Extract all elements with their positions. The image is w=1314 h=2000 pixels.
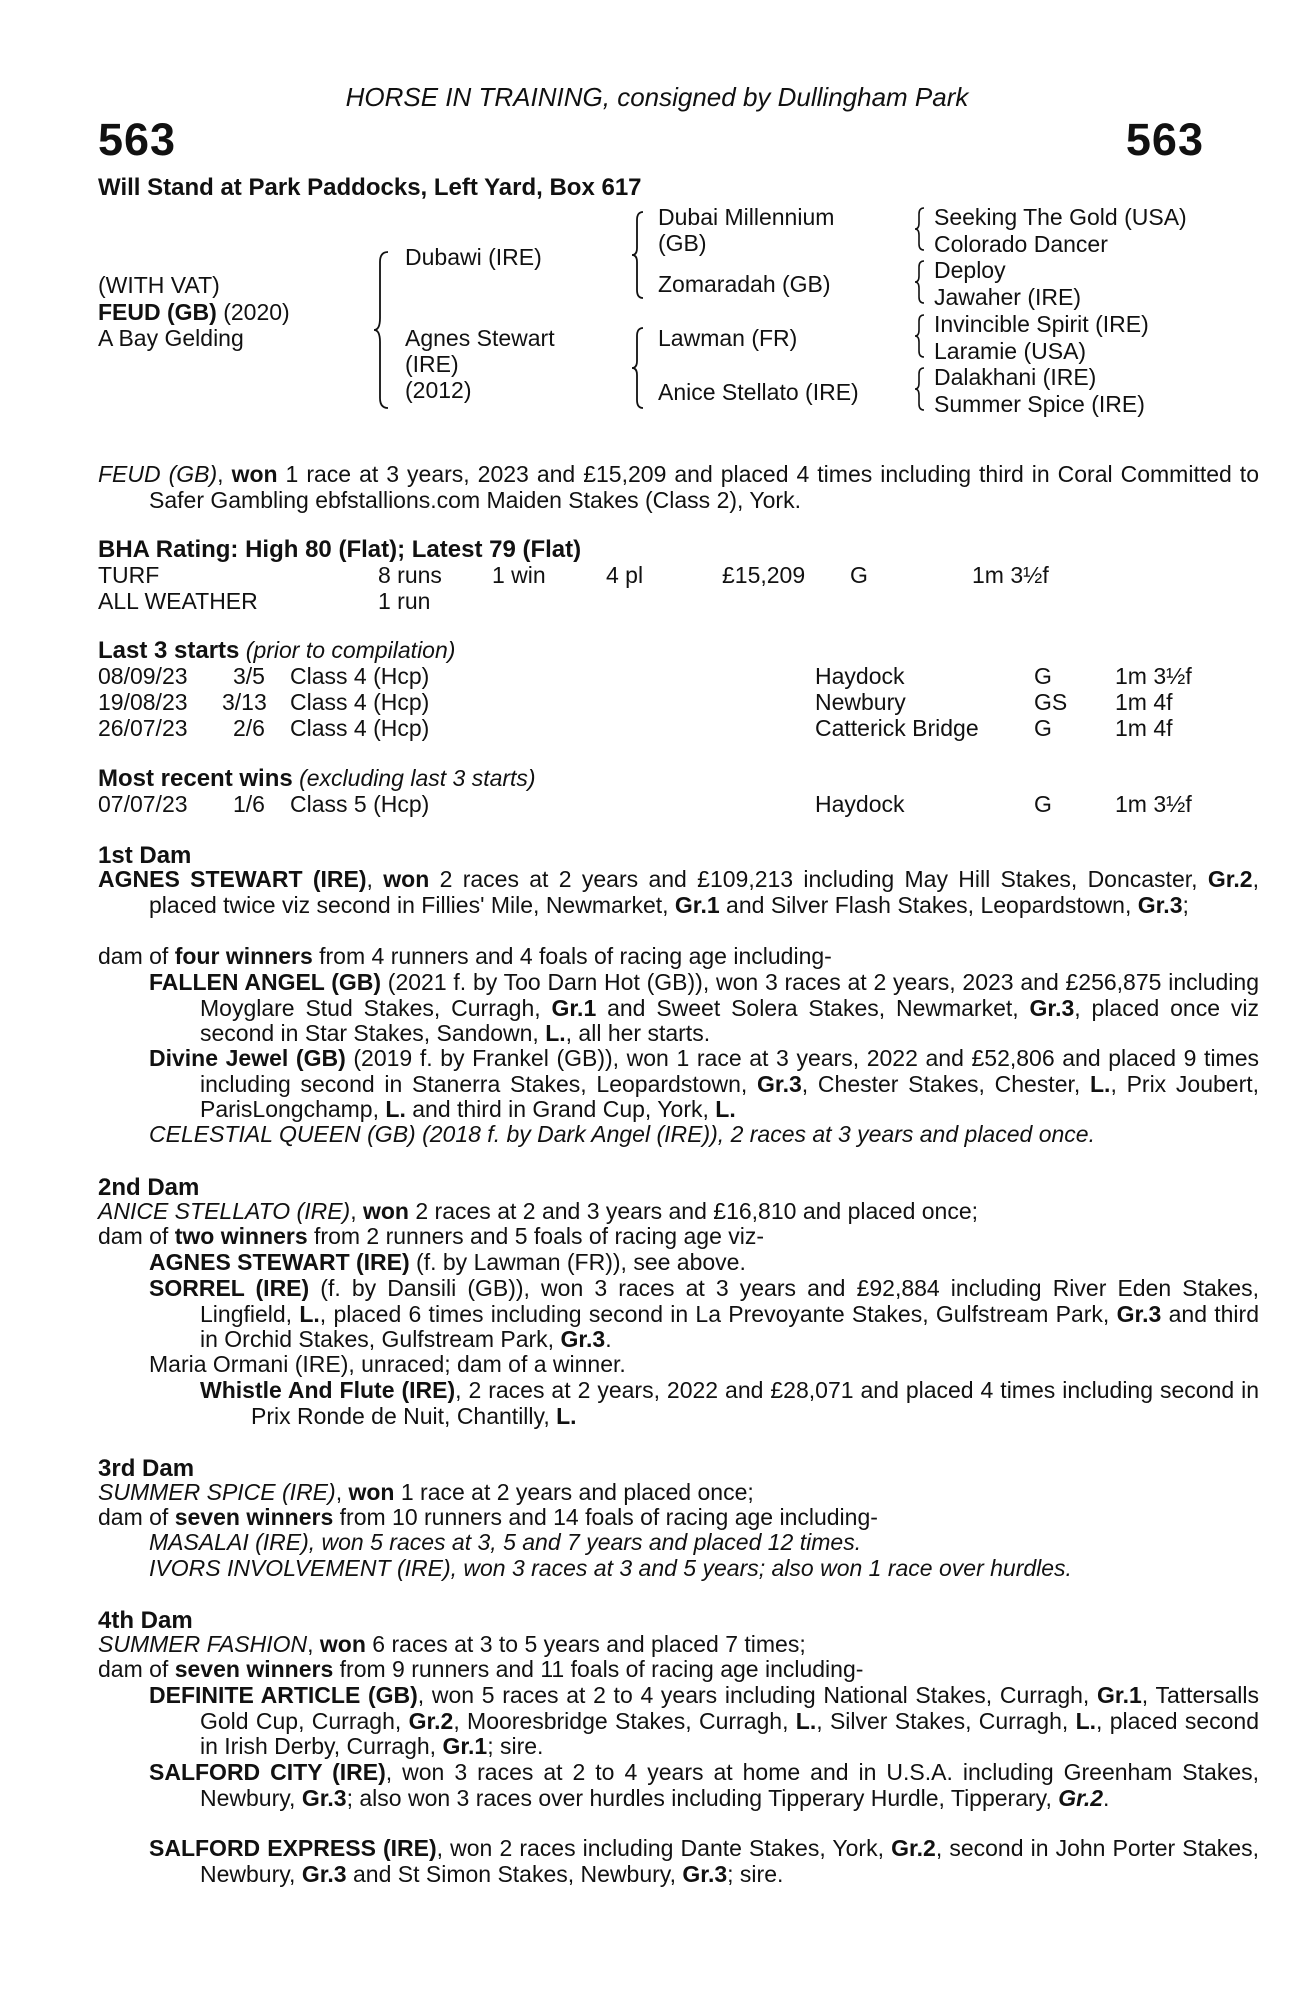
position: 3/13 [222, 689, 267, 715]
horse-year: (2020) [216, 299, 290, 325]
text: from 2 runners and 5 foals of racing age viz- [307, 1223, 765, 1249]
race-class: Class 4 (Hcp) [290, 715, 430, 741]
recent-heading: Most recent wins [98, 765, 293, 792]
gen3-brace-2 [913, 259, 927, 305]
text: ; also won 3 races over hurdles including Tipperary Hurdle, Tipperary, [346, 1784, 1059, 1811]
dam3-heading: 3rd Dam [98, 1455, 195, 1482]
position: 3/5 [233, 663, 265, 689]
dam2-produce-summary [98, 1224, 1208, 1250]
dam2-progeny-2 [149, 1276, 1259, 1353]
date: 19/08/23 [98, 689, 188, 715]
grade: Gr.2 [1058, 1784, 1104, 1811]
won-label: won [231, 461, 278, 487]
text: dam of [98, 1223, 175, 1249]
grade: Gr.3 [1029, 994, 1075, 1021]
grade: Gr.3 [1137, 891, 1183, 918]
date: 26/07/23 [98, 715, 188, 741]
position: 2/6 [233, 715, 265, 741]
text: , all her starts. [565, 1020, 711, 1046]
grade: L. [299, 1300, 320, 1327]
dam2-heading: 2nd Dam [98, 1174, 200, 1201]
won-label: won [319, 1631, 366, 1657]
text: (f. by Dansili (GB)), won 3 races at 3 years and £92,884 including River Eden Stakes, Lingfield, [200, 1275, 1259, 1327]
dam2-name: ANICE STELLATO (IRE) [98, 1198, 351, 1224]
course: Haydock [815, 663, 905, 689]
dam1-progeny-2 [149, 1046, 1259, 1123]
text: and third in Orchid Stakes, Gulfstream Park, [200, 1300, 1259, 1352]
dam1-progeny-1 [149, 970, 1259, 1047]
prize: £15,209 [722, 562, 806, 588]
text: . [1103, 1784, 1110, 1811]
distance: 1m 3½f [1115, 791, 1192, 817]
dam4-produce-summary [98, 1657, 1208, 1683]
grade: Gr.3 [560, 1326, 606, 1352]
text: , second in John Porter Stakes, Newbury, [200, 1835, 1259, 1887]
sire-name: Dubawi (IRE) [405, 244, 542, 270]
grade: Gr.3 [301, 1860, 347, 1887]
progeny-name: Divine Jewel (GB) [149, 1045, 346, 1071]
dam-dam: Anice Stellato (IRE) [658, 379, 859, 405]
winners-count: seven winners [174, 1504, 334, 1530]
rating-row-aw [98, 588, 1208, 614]
dam1-produce-summary [98, 944, 1208, 970]
distance: 1m 3½f [972, 562, 1049, 588]
course: Catterick Bridge [815, 715, 979, 741]
grade: Gr.1 [1097, 1682, 1142, 1708]
dam4-name: SUMMER FASHION [98, 1631, 308, 1657]
start-row [98, 689, 1208, 715]
text: , Tattersalls Gold Cup, Curragh, [200, 1682, 1259, 1734]
dam1-heading: 1st Dam [98, 842, 192, 869]
text: ; [1182, 891, 1189, 918]
text: and St Simon Stakes, Newbury, [346, 1860, 683, 1887]
win-row [98, 791, 1208, 817]
places: 4 pl [606, 562, 644, 588]
winners-count: two winners [174, 1223, 308, 1249]
gen3-brace-1 [913, 206, 927, 252]
distance: 1m 4f [1115, 689, 1173, 715]
race-summary: FEUD (GB), won 1 race at 3 years, 2023 and £15,209 and placed 4 times including third in Coral Committed to Safer Gambling ebfstallions.com Maiden Stakes (Class 2), York. [98, 461, 1259, 513]
lot-number-right: 563 [1125, 114, 1204, 165]
text: , won 2 races including Dante Stakes, York, [436, 1835, 892, 1861]
going: G [1034, 715, 1052, 741]
text: 1 race at 2 years and placed once; [394, 1479, 754, 1505]
text: , placed once viz second in Star Stakes, Sandown, [200, 994, 1259, 1046]
text: , won 3 races at 2 to 4 years at home and in U.S.A. including Greenham Stakes, Newbury, [200, 1759, 1259, 1811]
text: from 9 runners and 11 foals of racing age including- [333, 1656, 864, 1682]
grade: Gr.1 [442, 1733, 488, 1759]
horse-description: A Bay Gelding [98, 325, 244, 351]
text: and Silver Flash Stakes, Leopardstown, [719, 891, 1138, 918]
grade: L. [545, 1020, 566, 1046]
text: ; sire. [727, 1860, 784, 1887]
horse-name: FEUD (GB) [98, 299, 217, 325]
grade: L. [1090, 1070, 1111, 1097]
horse-name-line [98, 299, 290, 325]
text: and Sweet Solera Stakes, Newmarket, [596, 994, 1030, 1021]
grade: L. [795, 1707, 817, 1734]
dam4-progeny-3 [149, 1836, 1259, 1887]
text: , Silver Stakes, Curragh, [816, 1707, 1076, 1734]
dam-line-brace [630, 326, 646, 410]
text: (2019 f. by Frankel (GB)), won 1 race at 3 years, 2022 and £52,806 and placed 9 times including second in Stanerra Stakes, Leopardstown, [200, 1045, 1259, 1097]
text: , placed 6 times including second in La Prevoyante Stakes, Gulfstream Park, [319, 1300, 1117, 1327]
start-row [98, 663, 1208, 689]
progeny-name: Whistle And Flute (IRE) [200, 1377, 456, 1403]
date: 07/07/23 [98, 791, 188, 817]
runs: 8 runs [378, 562, 442, 588]
wins: 1 win [492, 562, 546, 588]
summary-horse-name: FEUD (GB) [98, 461, 218, 487]
text: , Chester Stakes, Chester, [801, 1070, 1090, 1097]
won-label: won [362, 1198, 409, 1224]
won-label: won [383, 866, 430, 892]
bha-rating-heading: BHA Rating: High 80 (Flat); Latest 79 (Flat) [98, 536, 582, 563]
vat-note: (WITH VAT) [98, 272, 220, 298]
consignor-title: HORSE IN TRAINING, consigned by Dullingham Park [345, 82, 969, 112]
won-label: won [348, 1479, 395, 1505]
dam2-record [98, 1199, 1259, 1225]
text: 2 races at 2 years and £109,213 including May Hill Stakes, Doncaster, [429, 866, 1208, 892]
dam3-progeny-1: MASALAI (IRE), won 5 races at 3, 5 and 7 years and placed 12 times. [149, 1529, 862, 1555]
grade: Gr.1 [551, 994, 597, 1021]
lot-number-left: 563 [98, 114, 177, 165]
runs: 1 run [378, 588, 431, 614]
winners-count: four winners [174, 943, 313, 969]
dam3-produce-summary [98, 1505, 1208, 1531]
dam4-record [98, 1632, 1259, 1658]
grade: Gr.3 [757, 1070, 802, 1097]
gen3-3: Deploy [934, 257, 1006, 283]
course: Haydock [815, 791, 905, 817]
grade: Gr.2 [1207, 866, 1253, 892]
sire-dam: Zomaradah (GB) [658, 271, 831, 297]
sire-sire-line2: (GB) [658, 230, 707, 256]
dam1-record [98, 867, 1259, 918]
progeny-name: DEFINITE ARTICLE (GB) [149, 1682, 418, 1708]
race-class: Class 4 (Hcp) [290, 689, 430, 715]
summary-text: 1 race at 3 years, 2023 and £15,209 and placed 4 times including third in Coral Committed to Safer Gambling ebfstallions.com Maiden Stakes (Class 2), York. [149, 461, 1259, 513]
gen3-5: Invincible Spirit (IRE) [934, 311, 1149, 337]
grade: Gr.3 [1116, 1300, 1162, 1327]
distance: 1m 4f [1115, 715, 1173, 741]
gen3-2: Colorado Dancer [934, 231, 1108, 257]
text: 6 races at 3 to 5 years and placed 7 times; [365, 1631, 806, 1657]
text: 2 races at 2 and 3 years and £16,810 and placed once; [408, 1198, 979, 1224]
grade: L. [385, 1096, 406, 1122]
text: dam of [98, 1504, 175, 1530]
text: (f. by Lawman (FR)), see above. [409, 1249, 746, 1275]
dam3-name: SUMMER SPICE (IRE) [98, 1479, 336, 1505]
progeny-name: FALLEN ANGEL (GB) [149, 969, 382, 995]
dam-name-line2: (IRE) [405, 351, 459, 377]
text: dam of [98, 943, 175, 969]
grade: Gr.2 [408, 1707, 454, 1734]
progeny-name: SORREL (IRE) [149, 1275, 310, 1301]
text: , Prix Joubert, ParisLongchamp, [200, 1070, 1260, 1122]
text: from 4 runners and 4 foals of racing age including- [312, 943, 832, 969]
comma: , [350, 1198, 357, 1224]
progeny-name: SALFORD EXPRESS (IRE) [149, 1835, 437, 1861]
dam2-grand-progeny [200, 1378, 1259, 1429]
gen3-6: Laramie (USA) [934, 338, 1087, 364]
dam-foaled-year: (2012) [405, 377, 472, 403]
going: G [850, 562, 868, 588]
comma: , [335, 1479, 343, 1505]
gen3-4: Jawaher (IRE) [934, 284, 1081, 310]
last3-note: (prior to compilation) [239, 637, 456, 663]
text: (2021 f. by Too Darn Hot (GB)), won 3 races at 2 years, 2023 and £256,875 including Moyglare Stud Stakes, Curragh, [200, 969, 1259, 1021]
text: , Mooresbridge Stakes, Curragh, [453, 1707, 796, 1734]
gen3-8: Summer Spice (IRE) [934, 391, 1145, 417]
dam2-progeny-3: Maria Ormani (IRE), unraced; dam of a winner. [149, 1351, 626, 1377]
grade: L. [1075, 1707, 1097, 1734]
comma: , [307, 1631, 314, 1657]
recent-heading-line [98, 765, 536, 793]
sire-line-brace [630, 210, 646, 300]
start-row [98, 715, 1208, 741]
dam4-heading: 4th Dam [98, 1607, 193, 1634]
grade: Gr.3 [682, 1860, 728, 1887]
surface: TURF [98, 562, 160, 588]
sire-sire-line1: Dubai Millennium [658, 204, 835, 230]
grade: Gr.1 [674, 891, 720, 918]
dam1-progeny-3: CELESTIAL QUEEN (GB) (2018 f. by Dark Angel (IRE)), 2 races at 3 years and placed once. [149, 1121, 1095, 1147]
text: from 10 runners and 14 foals of racing age including- [333, 1504, 878, 1530]
progeny-name: SALFORD CITY (IRE) [149, 1759, 386, 1785]
dam1-name: AGNES STEWART (IRE) [98, 866, 367, 892]
stabling-location: Will Stand at Park Paddocks, Left Yard, Box 617 [98, 174, 642, 201]
going: GS [1034, 689, 1068, 715]
grade: Gr.2 [891, 1835, 936, 1861]
text: , placed twice viz second in Fillies' Mile, Newmarket, [149, 866, 1259, 918]
going: G [1034, 663, 1052, 689]
dam-sire: Lawman (FR) [658, 325, 798, 351]
dam3-record [98, 1480, 1259, 1506]
recent-note: (excluding last 3 starts) [292, 765, 536, 791]
text: , placed second in Irish Derby, Curragh, [200, 1707, 1259, 1759]
race-class: Class 4 (Hcp) [290, 663, 430, 689]
progeny-name: AGNES STEWART (IRE) [149, 1249, 410, 1275]
winners-count: seven winners [174, 1656, 334, 1682]
dam4-progeny-2 [149, 1760, 1259, 1811]
text: , won 5 races at 2 to 4 years including National Stakes, Curragh, [417, 1682, 1098, 1708]
text: dam of [98, 1656, 175, 1682]
sire-dam-brace [372, 250, 392, 410]
last3-heading-line [98, 637, 455, 665]
gen3-1: Seeking The Gold (USA) [934, 204, 1187, 230]
dam3-progeny-2: IVORS INVOLVEMENT (IRE), won 3 races at 3 and 5 years; also won 1 race over hurdles. [149, 1555, 1072, 1581]
position: 1/6 [233, 791, 265, 817]
last3-heading: Last 3 starts [98, 637, 240, 664]
grade: L. [556, 1402, 577, 1429]
comma: , [366, 866, 373, 892]
grade: L. [715, 1096, 736, 1122]
text: and third in Grand Cup, York, [405, 1096, 716, 1122]
text: . [605, 1326, 612, 1352]
gen3-7: Dalakhani (IRE) [934, 364, 1097, 390]
going: G [1034, 791, 1052, 817]
gen3-brace-3 [913, 313, 927, 359]
rating-row-turf [98, 562, 1208, 588]
dam2-progeny-1 [149, 1250, 1259, 1276]
gen3-brace-4 [913, 366, 927, 412]
date: 08/09/23 [98, 663, 188, 689]
distance: 1m 3½f [1115, 663, 1192, 689]
dam4-progeny-1 [149, 1683, 1259, 1760]
dam-name-line1: Agnes Stewart [405, 325, 555, 351]
surface: ALL WEATHER [98, 588, 258, 614]
text: ; sire. [487, 1733, 544, 1759]
grade: Gr.3 [301, 1784, 347, 1811]
text: , 2 races at 2 years, 2022 and £28,071 and placed 4 times including second in Prix Ronde de Nuit, Chantilly, [251, 1377, 1260, 1429]
course: Newbury [815, 689, 906, 715]
race-class: Class 5 (Hcp) [290, 791, 430, 817]
